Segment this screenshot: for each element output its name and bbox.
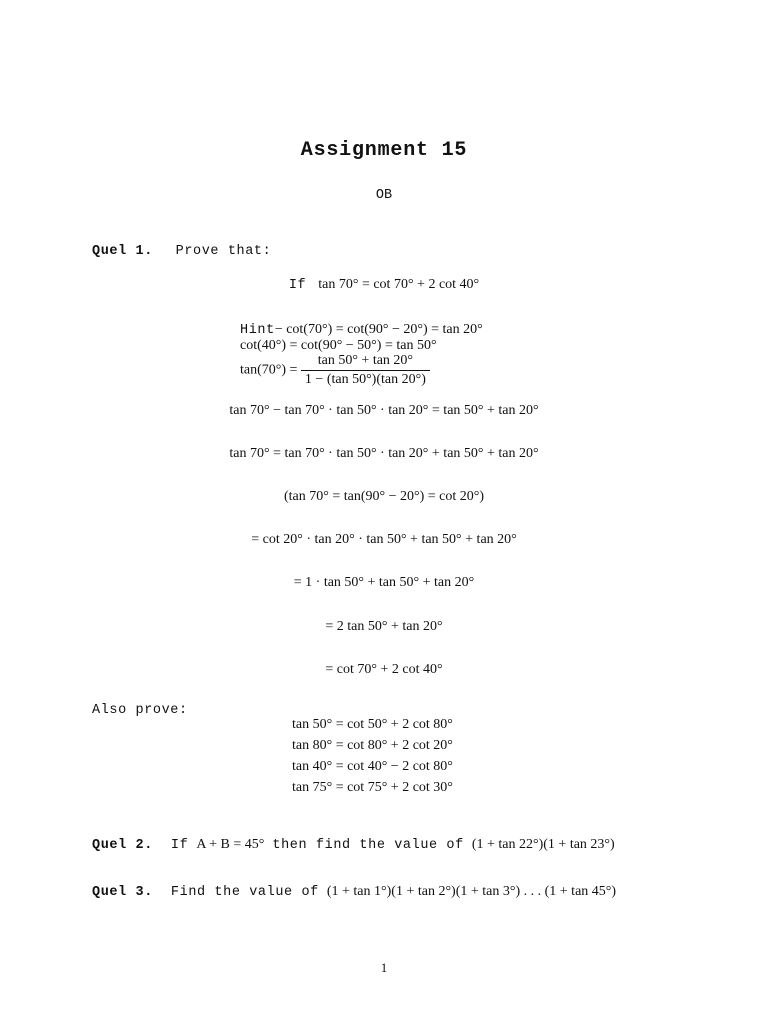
question-2-math-a: A + B = 45° [196,837,265,852]
derivation-step-2: tan 70° = tan 70° · tan 50° · tan 20° + tan 50° + tan 20° [229,446,539,461]
hint-fraction [301,353,430,388]
question-2-text-b: then find the value of [272,838,464,853]
question-1-statement [0,275,768,293]
derivation-step-6: = 2 tan 50° + tan 20° [325,619,443,634]
also-prove-label: Also prove: [92,703,188,718]
question-2-math-b: (1 + tan 22°)(1 + tan 23°) [471,837,615,852]
statement-equation: tan 70° = cot 70° + 2 cot 40° [318,277,480,292]
question-1-heading [92,244,271,259]
statement-prefix: If [288,278,307,293]
hint-line-3 [240,353,430,388]
also-prove-item: tan 75° = cot 75° + 2 cot 30° [292,780,453,795]
hint-fraction-numerator: tan 50° + tan 20° [301,353,430,371]
question-3-text-a: Find the value of [170,885,319,900]
question-3-math-a: (1 + tan 1°)(1 + tan 2°)(1 + tan 3°) . . . (1 + tan 45°) [326,884,617,899]
derivation-step-7: = cot 70° + 2 cot 40° [325,662,443,677]
question-1-prompt: Prove that: [175,244,272,259]
question-3-label: Quel 3. [92,885,153,900]
hint-line-3-lhs: tan(70°) = [240,362,298,378]
question-2-text-a: If [170,838,189,853]
page-number: 1 [380,960,388,975]
hint-equation-1: − cot(70°) = cot(90° − 20°) = tan 20° [274,322,483,337]
hint-line-1 [240,320,483,338]
derivation-step-3: (tan 70° = tan(90° − 20°) = cot 20°) [283,489,485,504]
also-prove-item: tan 50° = cot 50° + 2 cot 80° [292,717,453,732]
also-prove-item: tan 40° = cot 40° − 2 cot 80° [292,759,453,774]
question-1-label: Quel 1. [92,244,153,259]
also-prove-item: tan 80° = cot 80° + 2 cot 20° [292,738,453,753]
derivation-step-5: = 1 · tan 50° + tan 50° + tan 20° [293,575,475,590]
hint-fraction-denominator: 1 − (tan 50°)(tan 20°) [304,372,426,387]
page-title: Assignment 15 [300,139,468,162]
author: OB [375,188,393,203]
question-3 [92,882,616,900]
derivation-step-4: = cot 20° · tan 20° · tan 50° + tan 50° + tan 20° [251,532,517,547]
hint-prefix: Hint [240,323,275,338]
hint-line-2: cot(40°) = cot(90° − 50°) = tan 50° [240,338,437,353]
question-2-label: Quel 2. [92,838,153,853]
derivation-step-1: tan 70° − tan 70° · tan 50° · tan 20° = tan 50° + tan 20° [229,403,539,418]
question-2 [92,835,615,853]
